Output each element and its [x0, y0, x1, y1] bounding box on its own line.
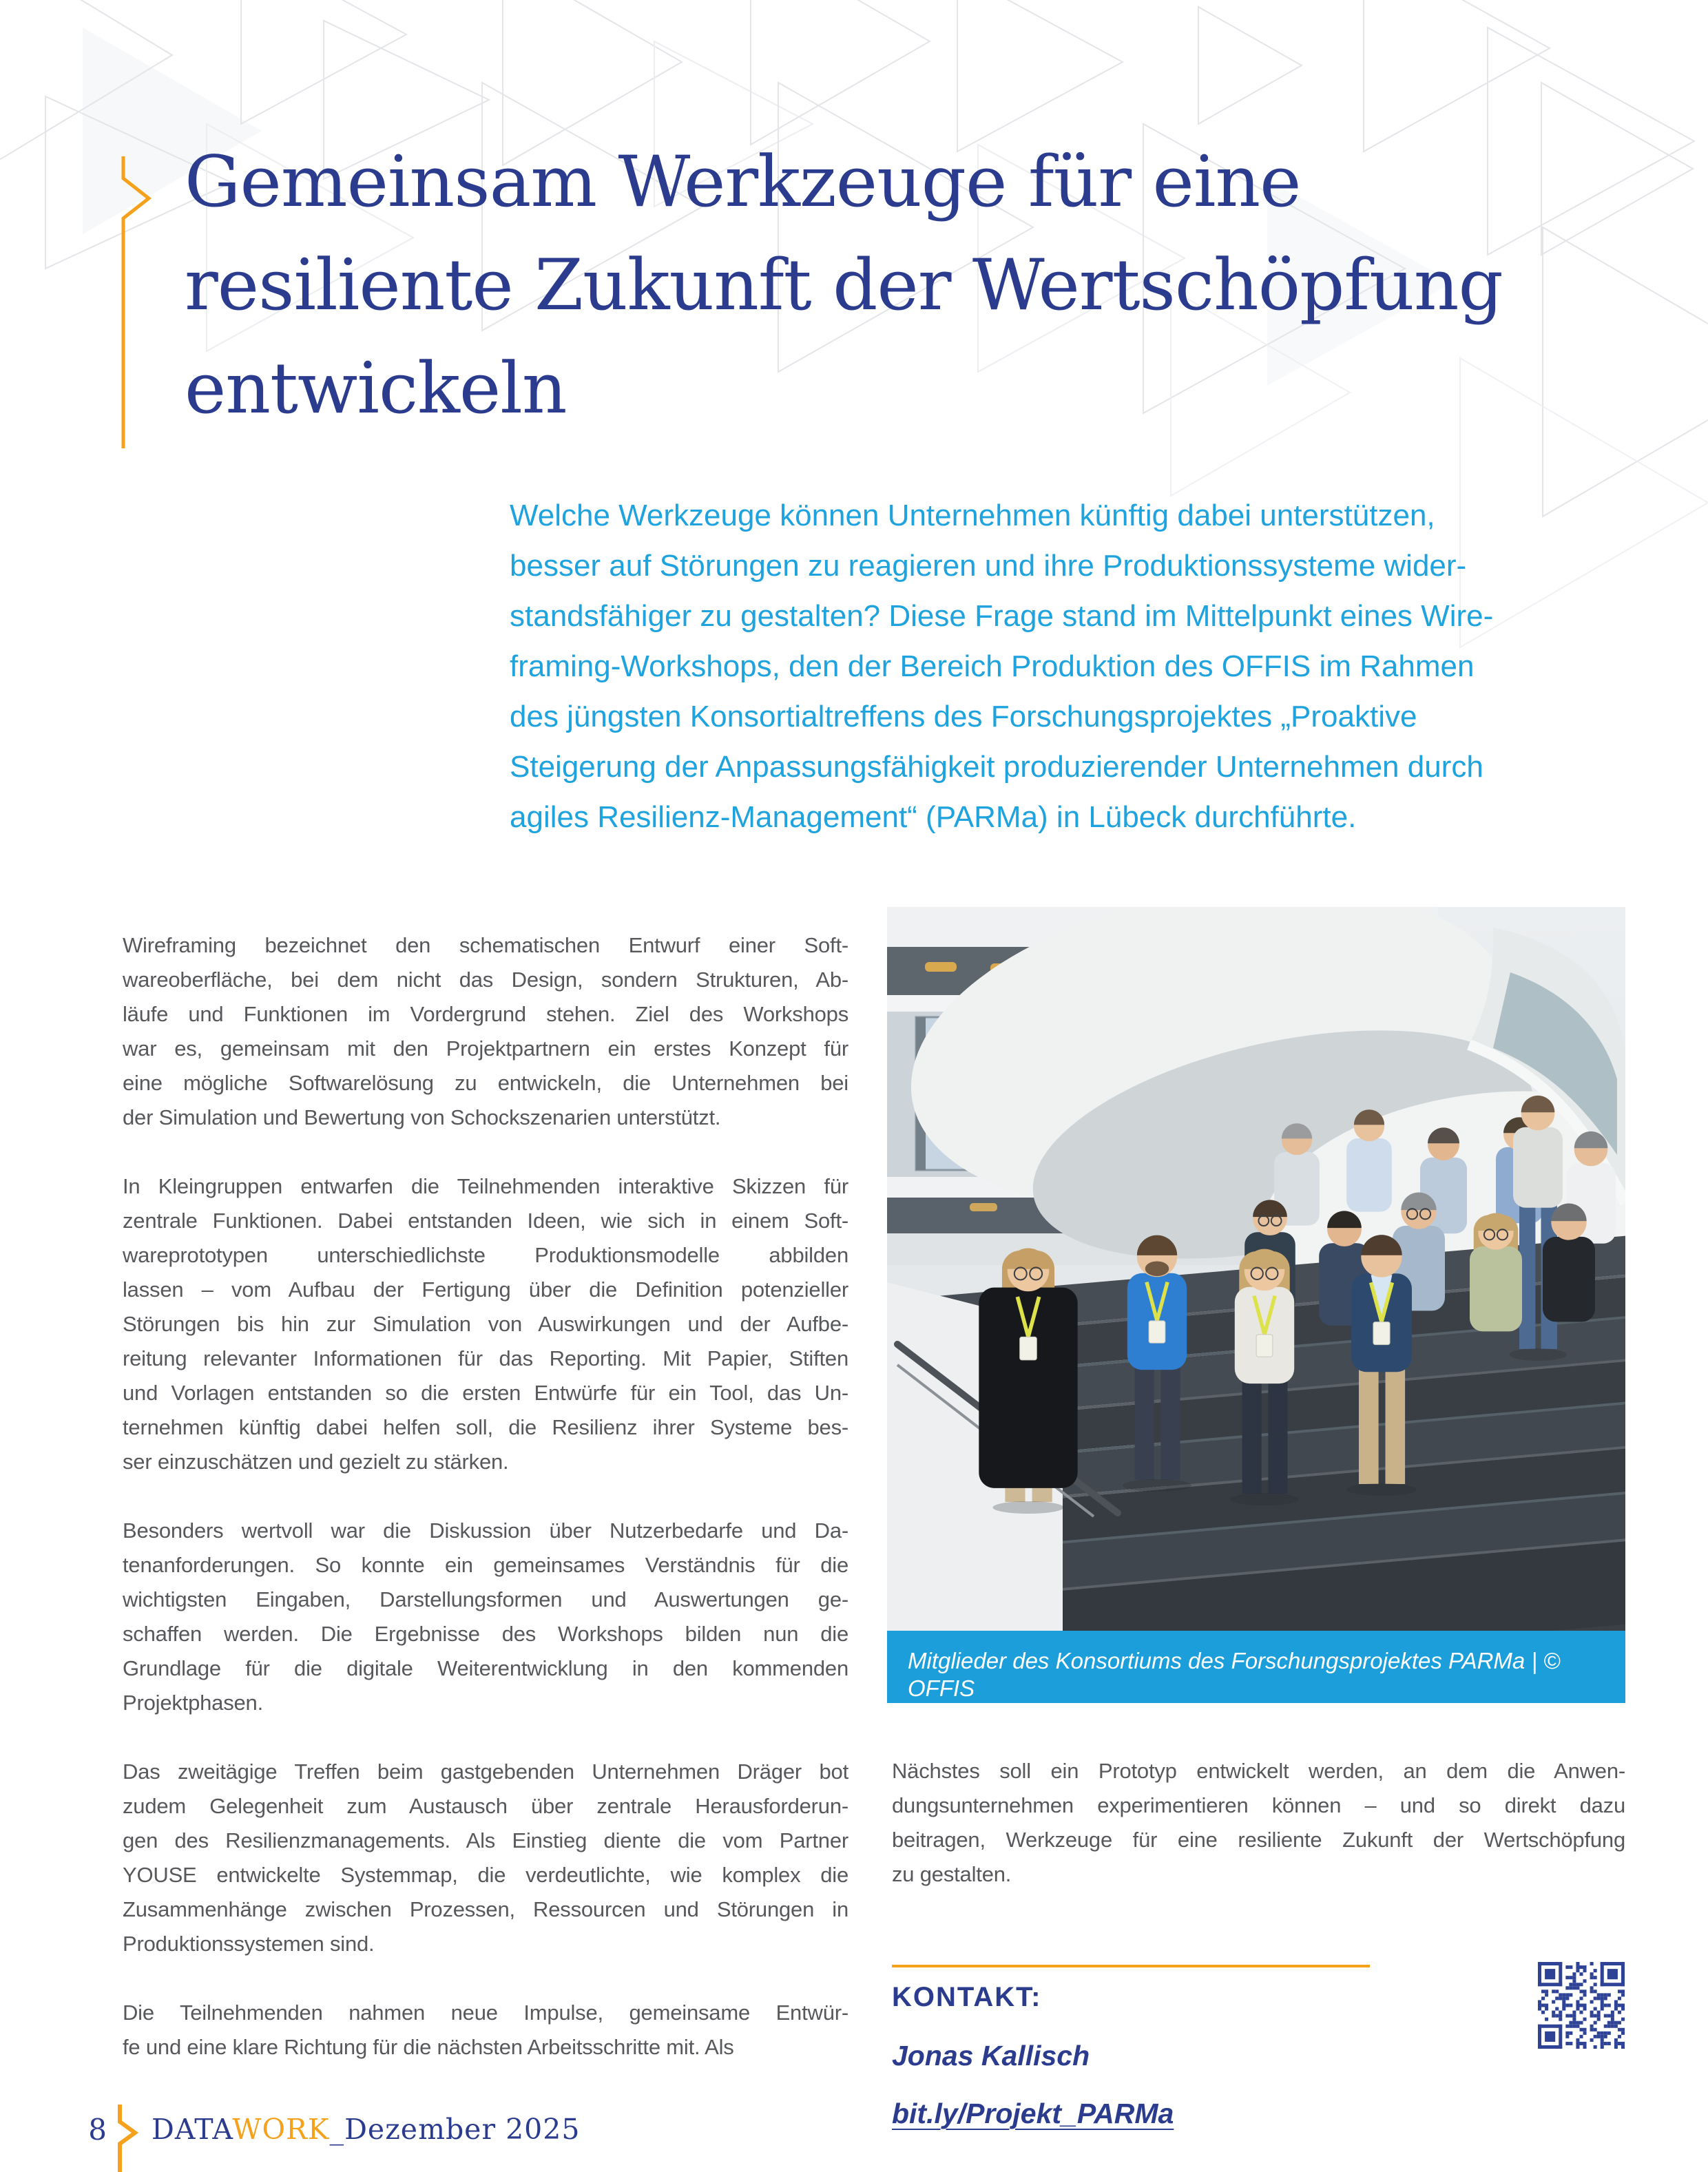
contact-divider [892, 1965, 1370, 1967]
contact-name: Jonas Kallisch [892, 2040, 1090, 2071]
photo-caption: Mitglieder des Konsortiums des Forschungsprojektes PARMa | © OFFIS [887, 1631, 1625, 1703]
headline-marker-icon [0, 0, 207, 482]
paragraph: Die Teilnehmenden nahmen neue Impulse, gemeinsame Entwür- fe und eine klare Richtung für die nächsten Arbeitsschritte mit. Als [123, 2001, 848, 2059]
footer-brand-suffix: _Dezember 2025 [329, 2113, 581, 2146]
qr-code [1538, 1962, 1625, 2049]
consortium-photo [887, 907, 1625, 1703]
footer-brand [152, 2113, 580, 2146]
contact-label: KONTAKT: [892, 1982, 1042, 2012]
paragraph: Wireframing bezeichnet den schematischen Entwurf einer Soft- wareoberfläche, bei dem nicht das Design, sondern Strukturen, Ab- läufe und Funktionen im Vordergrund stehen. Ziel des Workshops war es, gemeinsam mit den Projektpartnern ein erstes Konzept für eine mögliche Softwarelösung zu entwickeln, die Unternehmen bei der Simulation und Bewertung von Schockszenarien unterstützt. [123, 933, 848, 1129]
left-column [123, 928, 848, 2099]
intro-text: Welche Werkzeuge können Unternehmen künftig dabei unterstützen, besser auf Störungen zu reagieren und ihre Produktionssysteme wider- standsfähiger zu gestalten? Diese Frage stand im Mittelpunkt eines Wire- framing-Workshops, den der Bereich Produktion des OFFIS im Rahmen des jüngsten Konsortialtreffens des Forschungsprojektes „Proaktive Steigerung der Anpassungsfähigkeit produzierender Unternehmen durch agiles Resilienz-Management“ (PARMa) in Lübeck durchführte. [510, 499, 1494, 834]
page-title: Gemeinsam Werkzeuge für eine resiliente Zukunft der Wertschöpfung entwickeln [185, 141, 1503, 430]
paragraph: Nächstes soll ein Prototyp entwickelt werden, an dem die Anwen- dungsunternehmen experimentieren können – und so direkt dazu beitragen, Werkzeuge für eine resiliente Zukunft der Wertschöpfung zu gestalten. [892, 1759, 1625, 1886]
footer-brand-work: WORK [232, 2113, 330, 2146]
photo-image [887, 907, 1625, 1631]
right-column [892, 1754, 1625, 1926]
contact-link[interactable]: bit.ly/Projekt_PARMa [892, 2098, 1174, 2129]
paragraph: Das zweitägige Treffen beim gastgebenden Unternehmen Dräger bot zudem Gelegenheit zum Austausch über zentrale Herausforderun- gen des Resilienzmanagements. Als Einstieg diente die vom Partner YOUSE entwickelte Systemmap, die verdeutlichte, wie komplex die Zusammenhänge zwischen Prozessen, Ressourcen und Störungen in Produktionssystemen sind. [123, 1759, 848, 1956]
footer-brand-data: DATA [152, 2113, 233, 2146]
paragraph: In Kleingruppen entwarfen die Teilnehmenden interaktive Skizzen für zentrale Funktionen. Dabei entstanden Ideen, wie sich in einem Soft- wareprototypen unterschiedlichste Produktionsmodelle abbilden lassen – vom Aufbau der Fertigung über die Definition potenzieller Störungen bis hin zur Simulation von Auswirkungen und der Aufbe- reitung relevanter Informationen für das Reporting. Mit Papier, Stiften und Vorlagen entstanden so die ersten Entwürfe für ein Tool, das Un- ternehmen künftig dabei helfen soll, die Resilienz ihrer Systeme bes- ser einzuschätzen und gezielt zu stärken. [123, 1174, 848, 1474]
footer-page-number: 8 [88, 2113, 107, 2147]
paragraph: Besonders wertvoll war die Diskussion über Nutzerbedarfe und Da- tenanforderungen. So konnte ein gemeinsames Verständnis für die wichtigsten Eingaben, Darstellungsformen und Auswertungen ge- schaffen werden. Die Ergebnisse des Workshops bilden nun die Grundlage für die digitale Weiterentwicklung in den kommenden Projektphasen. [123, 1518, 848, 1715]
